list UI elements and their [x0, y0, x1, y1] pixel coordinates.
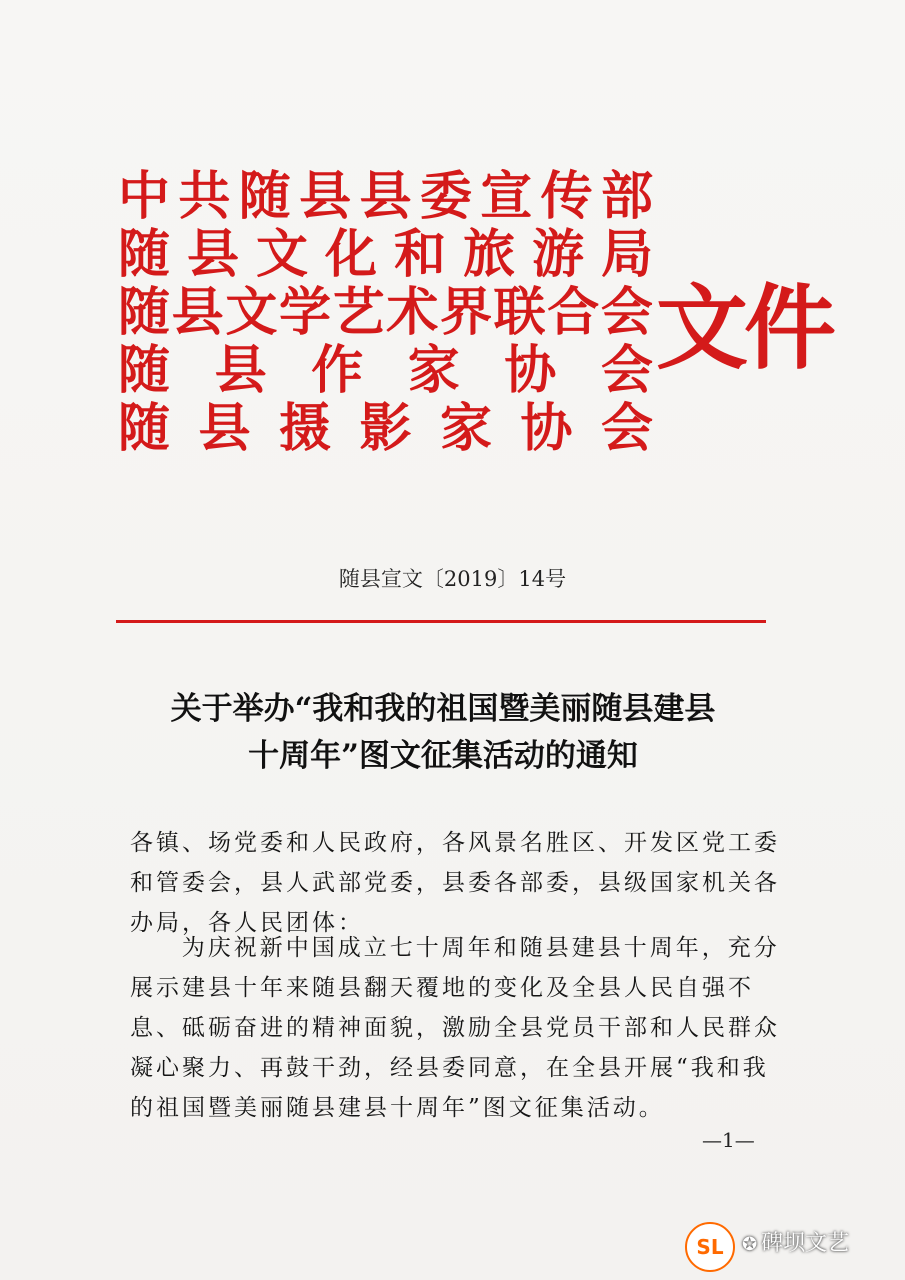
issuer-char: 会	[601, 398, 654, 459]
issuer-char: 术	[386, 282, 439, 343]
issuer-char: 摄	[279, 398, 332, 459]
addressee-paragraph: 各镇、场党委和人民政府，各风景名胜区、开发区党工委和管委会，县人武部党委，县委各部委，县级国家机关各办局，各人民团体：	[130, 830, 780, 936]
issuer-char: 部	[601, 166, 654, 227]
issuing-organizations	[118, 168, 653, 458]
issuer-char: 会	[600, 282, 653, 343]
issuer-char: 随	[118, 282, 171, 343]
issuer-row	[118, 168, 653, 226]
page-number: —1—	[702, 1128, 755, 1152]
issuer-char: 学	[278, 282, 331, 343]
issuer-char: 影	[359, 398, 412, 459]
issuer-char: 协	[504, 340, 557, 401]
issuer-char: 随	[238, 166, 291, 227]
issuer-row	[118, 342, 653, 400]
issuer-char: 协	[520, 398, 573, 459]
red-header-divider	[116, 620, 766, 623]
issuer-char: 和	[394, 224, 447, 285]
issuer-char: 中	[118, 166, 171, 227]
issuer-char: 宣	[480, 166, 533, 227]
notice-title-line-2: 十周年”图文征集活动的通知	[248, 738, 638, 774]
document-number: 随县宣文〔2019〕14号	[338, 567, 567, 591]
issuer-char: 传	[540, 166, 593, 227]
issuer-char: 县	[214, 340, 267, 401]
issuer-char: 委	[419, 166, 472, 227]
issuer-char: 化	[325, 224, 378, 285]
issuer-char: 县	[198, 398, 251, 459]
issuer-char: 会	[600, 340, 653, 401]
issuer-char: 县	[359, 166, 412, 227]
issuer-char: 共	[178, 166, 231, 227]
issuer-row	[118, 400, 653, 458]
issuer-char: 旅	[463, 224, 516, 285]
issuer-char: 文	[256, 224, 309, 285]
issuer-char: 局	[601, 224, 654, 285]
watermark-text: 碑坝文艺	[761, 1231, 850, 1256]
watermark	[742, 1226, 849, 1257]
issuer-char: 游	[532, 224, 585, 285]
issuer-char: 随	[118, 340, 171, 401]
site-logo: SL	[685, 1222, 735, 1272]
issuer-char: 家	[407, 340, 460, 401]
body-paragraph: 为庆祝新中国成立七十周年和随县建县十周年，充分展示建县十年来随县翻天覆地的变化及全县人民自强不息、砥砺奋进的精神面貌，激励全县党员干部和人民群众凝心聚力、再鼓干劲，经县委同意，在全县开展“我和我的祖国暨美丽随县建县十周年”图文征集活动。	[130, 935, 780, 1121]
issuer-char: 合	[547, 282, 600, 343]
notice-title-line-1: 关于举办“我和我的祖国暨美丽随县建县	[170, 691, 716, 727]
issuer-char: 艺	[332, 282, 385, 343]
issuer-char: 界	[439, 282, 492, 343]
wechat-icon: ✪	[742, 1234, 758, 1255]
issuer-char: 随	[118, 398, 171, 459]
issuer-char: 县	[187, 224, 240, 285]
issuer-char: 家	[440, 398, 493, 459]
issuer-char: 文	[225, 282, 278, 343]
issuer-char: 县	[299, 166, 352, 227]
document-type-label: 文件	[656, 274, 833, 382]
issuer-char: 联	[493, 282, 546, 343]
issuer-char: 作	[311, 340, 364, 401]
issuer-char: 县	[171, 282, 224, 343]
issuer-row	[118, 226, 653, 284]
issuer-char: 随	[118, 224, 171, 285]
issuer-row	[118, 284, 653, 342]
